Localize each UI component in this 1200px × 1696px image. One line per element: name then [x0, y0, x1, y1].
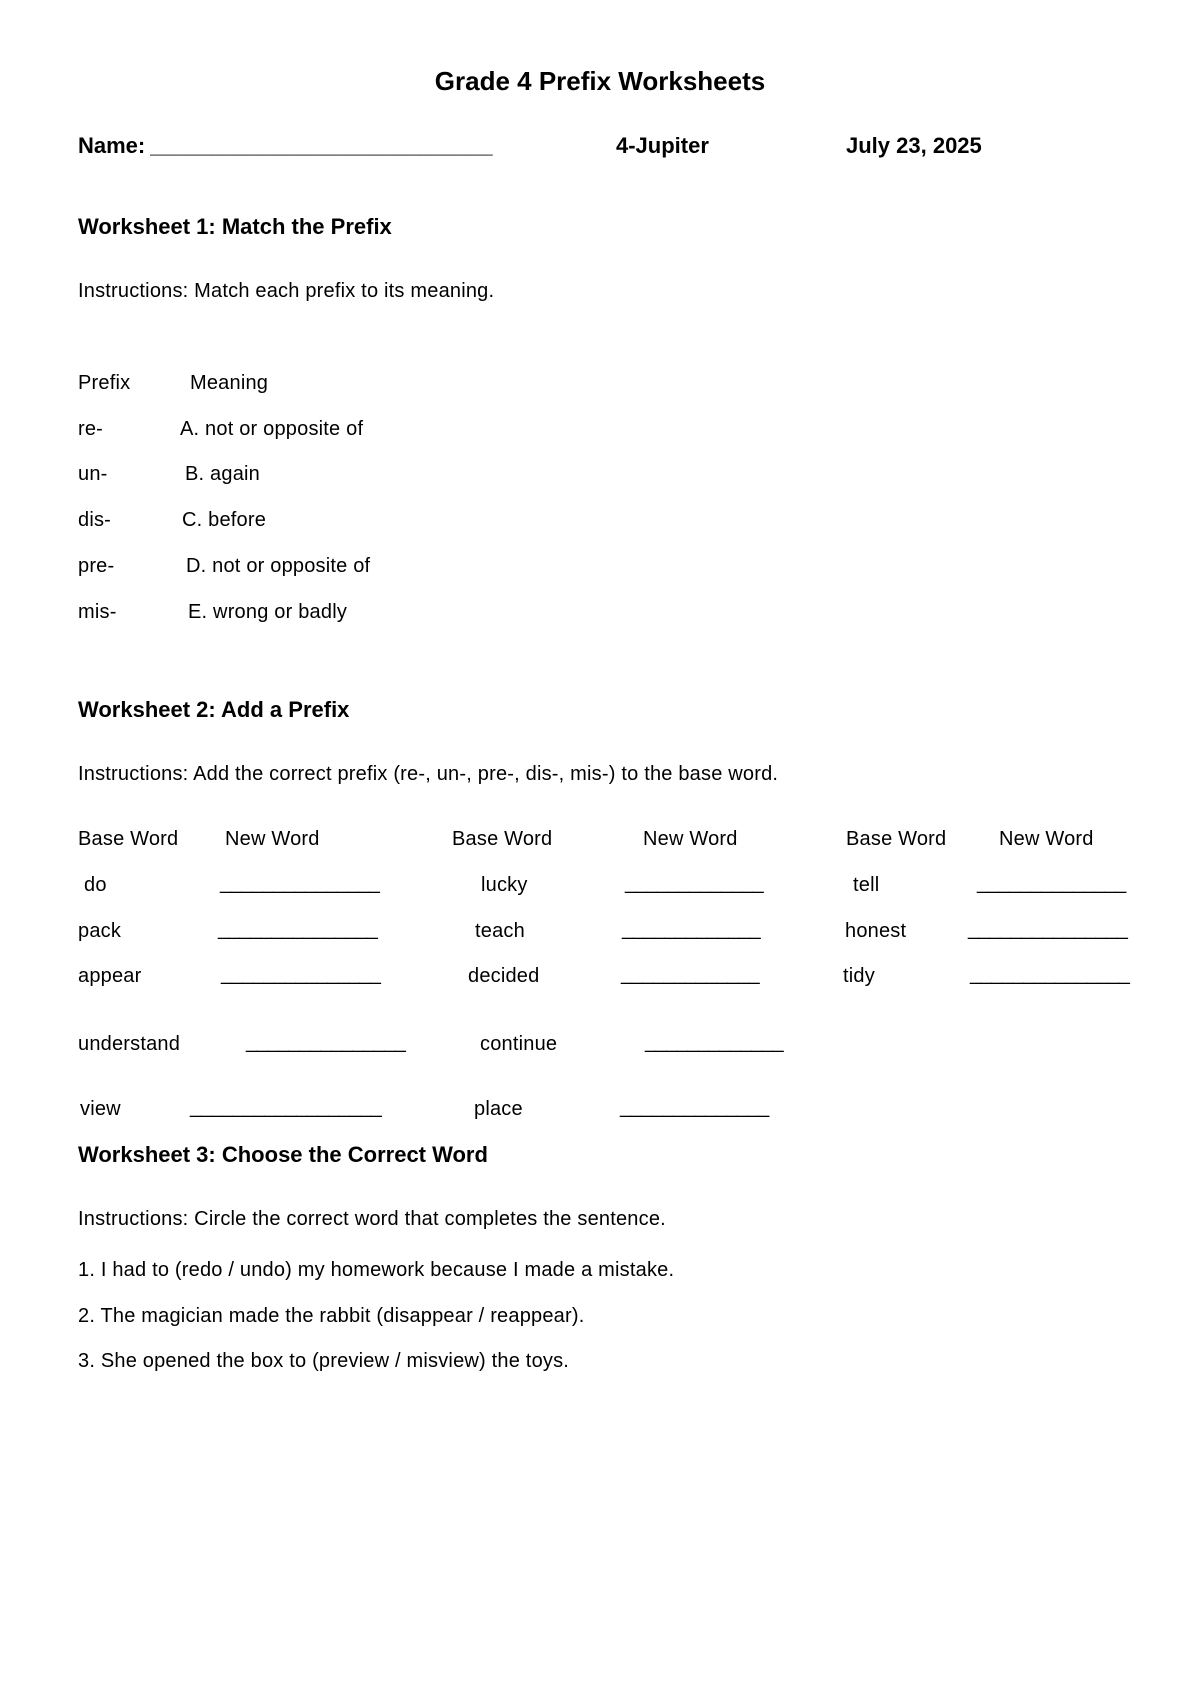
meaning-item: A. not or opposite of [180, 418, 364, 440]
meaning-item: C. before [182, 509, 267, 531]
base-word: appear [78, 965, 142, 987]
name-label: Name: [78, 133, 146, 158]
base-word-header: Base Word [846, 828, 947, 850]
answer-blank[interactable]: _____________ [625, 872, 764, 894]
answer-blank[interactable]: _____________ [622, 918, 761, 940]
base-word: place [474, 1098, 523, 1120]
answer-blank[interactable]: _______________ [968, 918, 1128, 940]
worksheet-2-title: Worksheet 2: Add a Prefix [78, 697, 350, 722]
answer-blank[interactable]: _______________ [220, 872, 380, 894]
prefix-item: dis- [78, 509, 112, 531]
worksheet-1-title: Worksheet 1: Match the Prefix [78, 214, 392, 239]
answer-blank[interactable]: ______________ [620, 1096, 769, 1118]
worksheet-1-instructions: Instructions: Match each prefix to its meaning. [78, 280, 495, 302]
meaning-item: E. wrong or badly [188, 601, 348, 623]
new-word-header: New Word [225, 828, 320, 850]
page-title: Grade 4 Prefix Worksheets [434, 66, 766, 96]
new-word-header: New Word [999, 828, 1094, 850]
meaning-item: B. again [185, 463, 260, 485]
answer-blank[interactable]: _______________ [970, 963, 1130, 985]
prefix-item: mis- [78, 601, 117, 623]
prefix-header: Prefix [78, 372, 131, 394]
prefix-item: pre- [78, 555, 115, 577]
answer-blank[interactable]: _______________ [246, 1031, 406, 1053]
base-word-header: Base Word [78, 828, 179, 850]
answer-blank[interactable]: _______________ [218, 918, 378, 940]
sentence-item: 3. She opened the box to (preview / misview) the toys. [78, 1350, 570, 1372]
prefix-item: un- [78, 463, 108, 485]
base-word: do [84, 874, 107, 896]
base-word: tell [853, 874, 880, 896]
base-word: view [80, 1098, 121, 1120]
base-word: teach [475, 920, 525, 942]
meaning-header: Meaning [190, 372, 269, 394]
base-word: lucky [481, 874, 528, 896]
new-word-header: New Word [643, 828, 738, 850]
base-word: tidy [843, 965, 875, 987]
base-word: decided [468, 965, 540, 987]
worksheet-2-instructions: Instructions: Add the correct prefix (re-, un-, pre-, dis-, mis-) to the base word. [78, 763, 779, 785]
answer-blank[interactable]: _____________ [621, 963, 760, 985]
base-word: honest [845, 920, 907, 942]
answer-blank[interactable]: _____________ [645, 1031, 784, 1053]
answer-blank[interactable]: _______________ [221, 963, 381, 985]
worksheet-3-instructions: Instructions: Circle the correct word that completes the sentence. [78, 1208, 666, 1230]
prefix-item: re- [78, 418, 104, 440]
base-word: continue [480, 1033, 558, 1055]
meaning-item: D. not or opposite of [186, 555, 371, 577]
answer-blank[interactable]: ______________ [977, 872, 1126, 894]
base-word-header: Base Word [452, 828, 553, 850]
worksheet-3-title: Worksheet 3: Choose the Correct Word [78, 1142, 488, 1167]
sentence-item: 1. I had to (redo / undo) my homework because I made a mistake. [78, 1259, 675, 1281]
sentence-item: 2. The magician made the rabbit (disappear / reappear). [78, 1305, 585, 1327]
base-word: understand [78, 1033, 181, 1055]
base-word: pack [78, 920, 122, 942]
answer-blank[interactable]: __________________ [190, 1096, 382, 1118]
date: July 23, 2025 [846, 133, 982, 158]
name-blank[interactable]: ____________________________ [150, 133, 493, 158]
class-name: 4-Jupiter [616, 133, 709, 158]
